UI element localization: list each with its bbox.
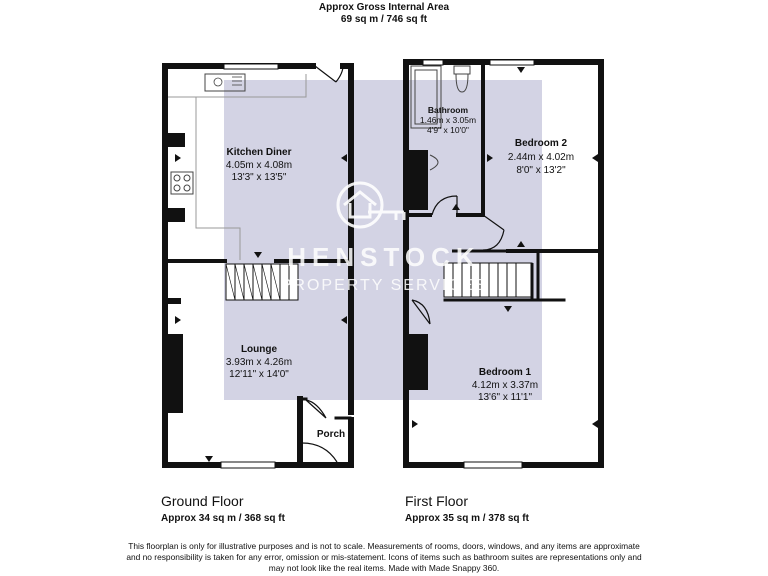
disclaimer-line: and no responsibility is taken for any error, omission or mis-statement. Icons of items such as bathroom suites are representations only and: [126, 552, 642, 562]
bedroom2-metric: 2.44m x 4.02m: [507, 152, 575, 163]
lounge-name: Lounge: [240, 344, 278, 355]
bedroom2-imperial: 8'0" x 13'2": [516, 165, 566, 176]
first-floor-area: Approx 35 sq m / 378 sq ft: [405, 513, 529, 524]
disclaimer-line: may not look like the real items. Made with Made Snappy 360.: [268, 563, 500, 573]
gf-wall-block: [165, 133, 185, 147]
bathroom-metric: 1.46m x 3.05m: [419, 115, 477, 125]
porch-door-outer: [302, 443, 337, 462]
watermark-subtitle: PROPERTY SERVICES: [280, 277, 488, 294]
gf-wall-block: [165, 298, 181, 304]
bedroom1-imperial: 13'6" x 11'1": [477, 392, 533, 403]
kitchen-hob-rings: [174, 175, 190, 191]
kitchen-hob-icon: [171, 172, 193, 194]
ground-floor-area: Approx 34 sq m / 368 sq ft: [161, 513, 285, 524]
gf-chimney-breast: [165, 334, 183, 413]
bathroom-imperial: 4'9" x 10'0": [427, 125, 469, 135]
kitchen-door: [315, 66, 343, 82]
porch-door-inner: [306, 400, 326, 418]
lounge-metric: 3.93m x 4.26m: [225, 357, 293, 368]
kitchen-diner-metric: 4.05m x 4.08m: [225, 160, 293, 171]
ff-bathroom-block: [406, 150, 428, 210]
bedroom2-window: [490, 60, 534, 65]
lounge-imperial: 12'11" x 14'0": [229, 369, 289, 380]
bedroom1-metric: 4.12m x 3.37m: [471, 380, 539, 391]
first-floor-title: First Floor: [405, 493, 468, 509]
bathroom-name: Bathroom: [427, 105, 469, 115]
ground-floor-title: Ground Floor: [161, 493, 244, 509]
lounge-window: [221, 462, 275, 468]
kitchen-window: [224, 64, 278, 69]
kitchen-diner-imperial: 13'3" x 13'5": [231, 172, 287, 183]
bedroom2-name: Bedroom 2: [514, 138, 568, 149]
gf-wall-block: [165, 208, 185, 222]
gross-area-value: 69 sq m / 746 sq ft: [340, 14, 428, 25]
gross-area-title: Approx Gross Internal Area: [318, 2, 450, 13]
porch-name: Porch: [316, 429, 346, 440]
bedroom1-name: Bedroom 1: [478, 367, 532, 378]
watermark-name: HENSTOCK: [287, 242, 481, 272]
bedroom1-window: [464, 462, 522, 468]
bathroom-window: [423, 60, 443, 65]
disclaimer: [84, 541, 684, 574]
ff-chimney-breast: [406, 334, 428, 390]
kitchen-diner-name: Kitchen Diner: [226, 147, 292, 158]
disclaimer-line: This floorplan is only for illustrative purposes and is not to scale. Measurements of rooms, doors, windows, and any items are approximate: [128, 541, 640, 551]
